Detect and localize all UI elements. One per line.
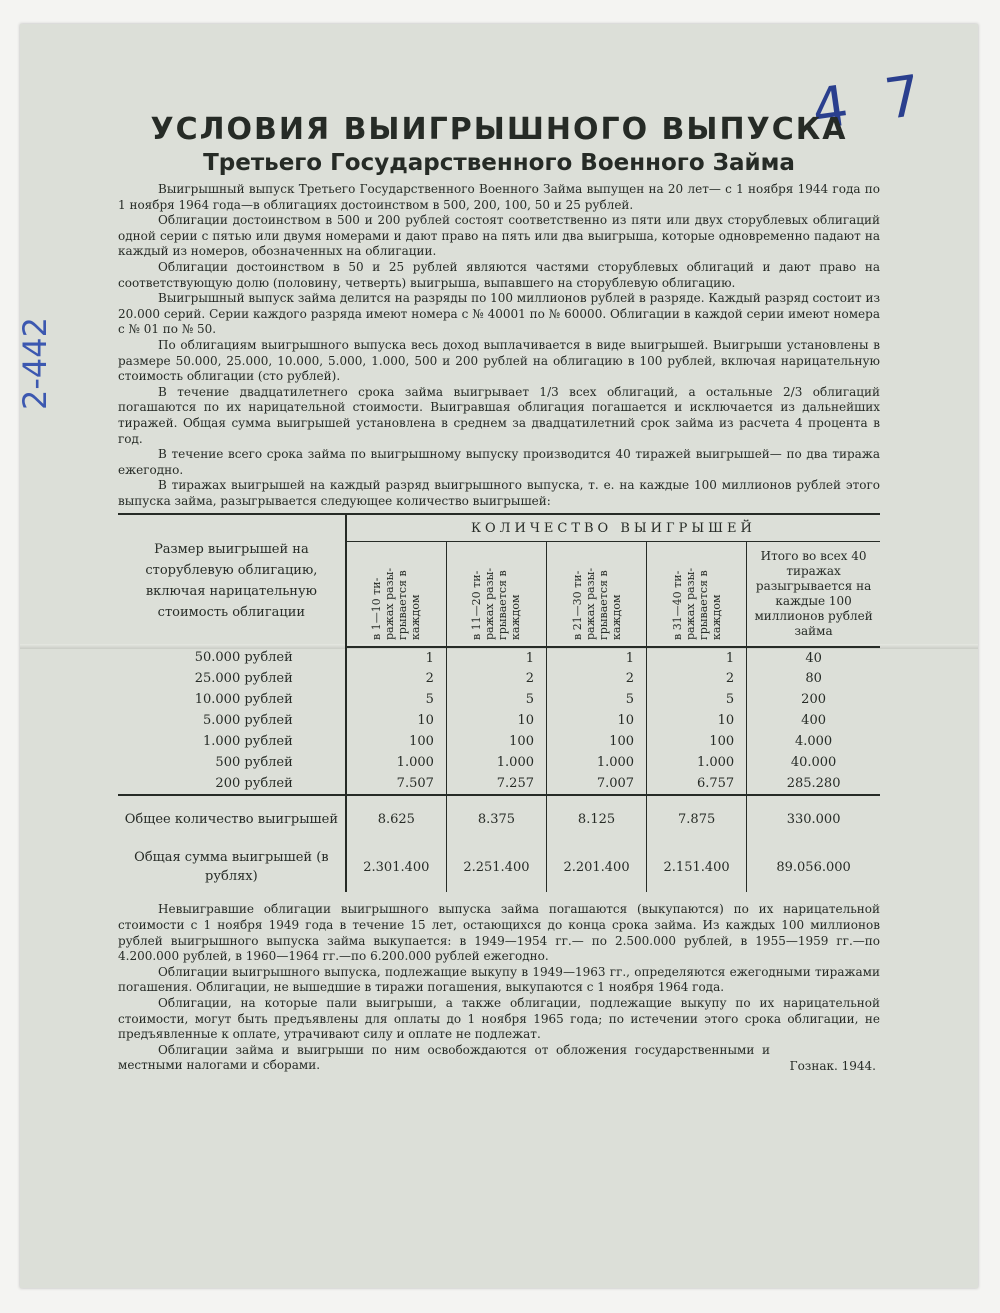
total-cell: 80	[805, 671, 822, 687]
paragraph: В течение двадцатилетнего срока займа выигрывает 1/3 всех облигаций, а остальные 2/3 облигаций погашаются по их нарицательной стоимости. Выигравшая облигация погашается и исключается из дальнейших тиражей. Общая сумма выигрышей установлена в среднем за двадцатилетний срок займа из расчета 4 процента в год.	[118, 384, 880, 446]
count-cell: 5	[647, 689, 747, 710]
grand-total-sum: 89.056.000	[776, 859, 851, 875]
count-cell: 1.000	[546, 752, 646, 773]
total-sum-cell: 2.251.400	[446, 842, 546, 892]
paragraph: Облигации выигрышного выпуска, подлежащие выкупу в 1949—1963 гг., определяются ежегодными тиражами погашения. Облигации, не вышедшие в тиражи погашения, выкупаются с 1 ноября 1964 года.	[118, 964, 880, 995]
count-cell: 100	[546, 731, 646, 752]
total-cell: 40	[805, 650, 822, 666]
paragraph: По облигациям выигрышного выпуска весь доход выплачивается в виде выигрышей. Выигрыши установлены в размере 50.000, 25.000, 10.000, 5.000, 1.000, 500 и 200 рублей на облигацию в 100 рублей, включая нарицательную стоимость облигации (сто рублей).	[118, 337, 880, 384]
document-subtitle: Третьего Государственного Военного Займа	[203, 150, 795, 176]
count-cell: 5	[546, 689, 646, 710]
paragraph: Облигации достоинством в 500 и 200 рублей состоят соответственно из пяти или двух сторублевых облигаций одной серии с пятью или двумя номерами и дают право на пять или два выигрыша, которые одновременно падают на каждый из номеров, обозначенных на облигации.	[118, 213, 880, 259]
paragraph: Облигации, на которые пали выигрыши, а также облигации, подлежащие выкупу по их нарицательной стоимости, могут быть предъявлены для оплаты до 1 ноября 1965 года; по истечении этого срока облигации, не предъявленные к оплате, утрачивают силу и оплате не подлежат.	[118, 996, 880, 1042]
count-cell: 2	[446, 668, 546, 689]
count-cell: 10	[446, 710, 546, 731]
count-cell: 100	[647, 731, 747, 752]
column-header-draws-31-40	[647, 542, 747, 648]
count-cell: 6.757	[647, 773, 747, 795]
count-cell: 1.000	[446, 752, 546, 773]
closing-paragraphs	[118, 902, 880, 1074]
table-row	[118, 731, 880, 752]
count-cell: 1.000	[346, 752, 447, 773]
prize-count-header: КОЛИЧЕСТВО ВЫИГРЫШЕЙ	[346, 514, 880, 542]
prize-size-cell: 25.000 рублей	[118, 668, 346, 689]
column-header-text: в 11—20 ти- ражах разы- грывается в каждом	[470, 568, 523, 641]
table-row	[118, 647, 880, 668]
paragraph: Выигрышный выпуск займа делится на разряды по 100 миллионов рублей в разряде. Каждый разряд состоит из 20.000 серий. Серии каждого разряда имеют номера с № 40001 по № 60000. Облигации в каждой серии имеют номера с № 01 по № 50.	[118, 291, 880, 337]
count-cell: 2	[346, 668, 447, 689]
total-count-row	[118, 795, 880, 842]
total-count-cell: 7.875	[647, 795, 747, 842]
total-count-cell: 8.375	[446, 795, 546, 842]
count-cell: 1.000	[647, 752, 747, 773]
table-row	[118, 710, 880, 731]
count-cell: 10	[346, 710, 447, 731]
prize-size-cell: 50.000 рублей	[118, 647, 346, 668]
table-row	[118, 773, 880, 795]
total-cell: 40.000	[790, 755, 837, 771]
count-cell: 1	[647, 647, 747, 668]
prize-size-header-text: Размер выигрышей на сторублевую облигацию, включая нарицательную стоимость облигации	[145, 542, 318, 621]
paragraph: Облигации достоинством в 50 и 25 рублей являются частями сторублевых облигаций и дают право на соответствующую долю (половину, четверть) выигрыша, выпавшего на сторублевую облигацию.	[118, 259, 880, 290]
count-cell: 10	[647, 710, 747, 731]
count-cell: 7.007	[546, 773, 646, 795]
handwritten-number-margin: 2-442	[16, 317, 54, 410]
column-header-draws-1-10	[346, 542, 447, 648]
column-header-text: в 31—40 ти- ражах разы- грывается в каждом	[670, 568, 723, 641]
count-cell: 7.507	[346, 773, 447, 795]
column-header-total: Итого во всех 40 тиражах разыгрывается на каждые 100 миллионов рублей займа	[747, 542, 880, 648]
column-header-text: в 21—30 ти- ражах разы- грывается в каждом	[570, 568, 623, 641]
total-cell: 400	[801, 713, 826, 729]
table-row	[118, 668, 880, 689]
count-cell: 7.257	[446, 773, 546, 795]
count-cell: 5	[346, 689, 447, 710]
column-header-draws-11-20	[446, 542, 546, 648]
document-title: УСЛОВИЯ ВЫИГРЫШНОГО ВЫПУСКА	[150, 112, 848, 147]
prize-size-cell: 500 рублей	[118, 752, 346, 773]
prize-size-cell: 10.000 рублей	[118, 689, 346, 710]
paragraph: Выигрышный выпуск Третьего Государственного Военного Займа выпущен на 20 лет— с 1 ноября 1944 года по 1 ноября 1964 года—в облигациях достоинством в 500, 200, 100, 50 и 25 рублей.	[118, 182, 880, 212]
document-content	[118, 112, 880, 1073]
printer-imprint: Гознак. 1944.	[789, 1059, 876, 1073]
prize-size-cell: 200 рублей	[118, 773, 346, 795]
prize-size-header	[118, 514, 346, 647]
total-count-cell: 8.625	[346, 795, 447, 842]
handwritten-number-top: 4 7	[808, 62, 936, 143]
column-header-draws-21-30	[546, 542, 646, 648]
table-row	[118, 752, 880, 773]
prize-size-cell: 1.000 рублей	[118, 731, 346, 752]
total-cell: 4.000	[794, 734, 833, 750]
total-count-cell: 8.125	[546, 795, 646, 842]
count-cell: 5	[446, 689, 546, 710]
paragraph: Облигации займа и выигрыши по ним освобождаются от обложения государственными и местными налогами и сборами.	[118, 1042, 770, 1073]
total-sum-cell: 2.301.400	[346, 842, 447, 892]
paragraph: Невыигравшие облигации выигрышного выпуска займа погашаются (выкупаются) по их нарицательной стоимости с 1 ноября 1949 года в течение 15 лет, остающихся до конца срока займа. Из каждых 100 миллионов рублей выигрышного выпуска займа выкупается: в 1949—1954 гг.— по 2.500.000 рублей, в 1955—1959 гг.—по 4.200.000 рублей, в 1960—1964 гг.—по 6.200.000 рублей ежегодно.	[118, 902, 880, 964]
prize-table	[118, 513, 880, 892]
count-cell: 1	[546, 647, 646, 668]
intro-paragraphs	[118, 182, 880, 509]
count-cell: 2	[546, 668, 646, 689]
count-cell: 2	[647, 668, 747, 689]
count-cell: 1	[346, 647, 447, 668]
total-sum-row	[118, 842, 880, 892]
paragraph: В тиражах выигрышей на каждый разряд выигрышного выпуска, т. е. на каждые 100 миллионов рублей этого выпуска займа, разыгрывается следующее количество выигрышей:	[118, 478, 880, 508]
grand-total-count: 330.000	[786, 811, 841, 827]
count-cell: 100	[346, 731, 447, 752]
count-cell: 100	[446, 731, 546, 752]
table-row	[118, 689, 880, 710]
count-cell: 1	[446, 647, 546, 668]
column-header-text: в 1—10 ти- ражах разы- грывается в каждом	[370, 568, 423, 641]
total-sum-cell: 2.201.400	[546, 842, 646, 892]
count-cell: 10	[546, 710, 646, 731]
total-count-label: Общее количество выигрышей	[118, 795, 346, 842]
prize-size-cell: 5.000 рублей	[118, 710, 346, 731]
total-sum-cell: 2.151.400	[647, 842, 747, 892]
paragraph: В течение всего срока займа по выигрышному выпуску производится 40 тиражей выигрышей— по два тиража ежегодно.	[118, 447, 880, 477]
total-cell: 285.280	[747, 773, 880, 795]
total-sum-label: Общая сумма выигрышей (в рублях)	[118, 842, 346, 892]
total-cell: 200	[801, 692, 826, 708]
